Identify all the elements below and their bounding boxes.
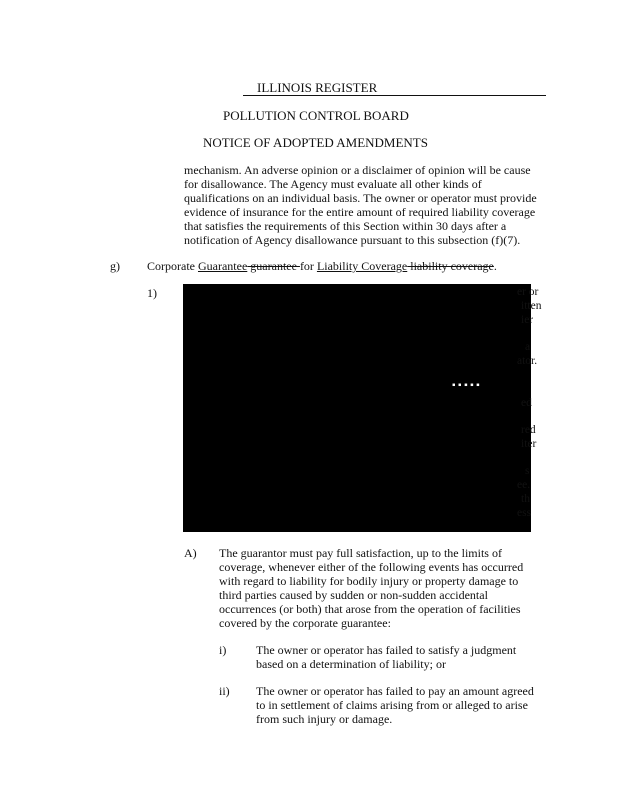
- item-1-fragment: ed: [521, 397, 532, 409]
- intro-line: mechanism. An adverse opinion or a disclaimer of opinion will be cause: [184, 163, 531, 177]
- intro-line: notification of Agency disallowance pursuant to this subsection (f)(7).: [184, 233, 521, 247]
- heading-text: for: [299, 259, 317, 273]
- intro-line: that satisfies the requirements of this Section within 30 days after a: [184, 219, 507, 233]
- item-a-line: third parties caused by sudden or non-sudden accidental: [219, 588, 488, 602]
- item-a-line: coverage, whenever either of the following events has occurred: [219, 560, 524, 574]
- intro-line: qualifications on an individual basis. The owner or operator must provide: [184, 191, 537, 205]
- item-ii-line: to in settlement of claims arising from or alleged to arise: [256, 698, 528, 712]
- item-1-fragment: red: [521, 424, 536, 436]
- heading-struck: guarantee: [247, 259, 300, 273]
- intro-line: for disallowance. The Agency must evaluate all other kinds of: [184, 177, 482, 191]
- item-1-fragment: th: [521, 493, 530, 505]
- redaction-artifact: ▪ ▪ ▪ ▪ ▪: [452, 380, 480, 391]
- item-a-marker: A): [184, 546, 197, 560]
- item-a-line: occurrences (or both) that arose from the operation of facilities: [219, 602, 521, 616]
- heading-underlined: Liability Coverage: [316, 259, 408, 273]
- heading-struck: liability coverage: [407, 259, 494, 273]
- item-1-fragment: a: [525, 341, 531, 353]
- item-a-line: The guarantor must pay full satisfaction, up to the limits of: [219, 546, 502, 560]
- intro-line: evidence of insurance for the entire amount of required liability coverage: [184, 205, 536, 219]
- item-i-marker: i): [219, 643, 227, 657]
- notice-title: NOTICE OF ADOPTED AMENDMENTS: [203, 135, 428, 150]
- item-1-fragment: iter: [521, 438, 537, 450]
- item-a-line: with regard to liability for bodily injury or property damage to: [219, 574, 519, 588]
- section-g-heading: [147, 259, 497, 273]
- item-1-fragment: ier: [521, 314, 534, 326]
- item-1-fragment: ess: [517, 507, 532, 519]
- heading-text: .: [493, 259, 497, 273]
- heading-text: Corporate: [147, 259, 198, 273]
- register-title: ILLINOIS REGISTER: [257, 80, 378, 95]
- board-title: POLLUTION CONTROL BOARD: [223, 108, 409, 123]
- item-i-line: The owner or operator has failed to satisfy a judgment: [256, 643, 517, 657]
- item-1-fragment: s: [525, 465, 530, 477]
- item-1-fragment: itten: [521, 300, 542, 312]
- item-1-marker: 1): [147, 286, 157, 300]
- item-ii-marker: ii): [219, 684, 230, 698]
- heading-underlined: Guarantee: [197, 259, 248, 273]
- item-ii-line: from such injury or damage.: [256, 712, 393, 726]
- item-i-line: based on a determination of liability; or: [256, 657, 446, 671]
- item-ii-line: The owner or operator has failed to pay an amount agreed: [256, 684, 534, 698]
- item-1-fragment: ee.: [517, 479, 531, 491]
- item-1-fragment: ator.: [517, 355, 538, 367]
- section-g-marker: g): [110, 259, 120, 273]
- header-rule: [243, 95, 546, 96]
- item-a-line: covered by the corporate guarantee:: [219, 616, 391, 630]
- item-1-fragment: er or: [517, 286, 539, 298]
